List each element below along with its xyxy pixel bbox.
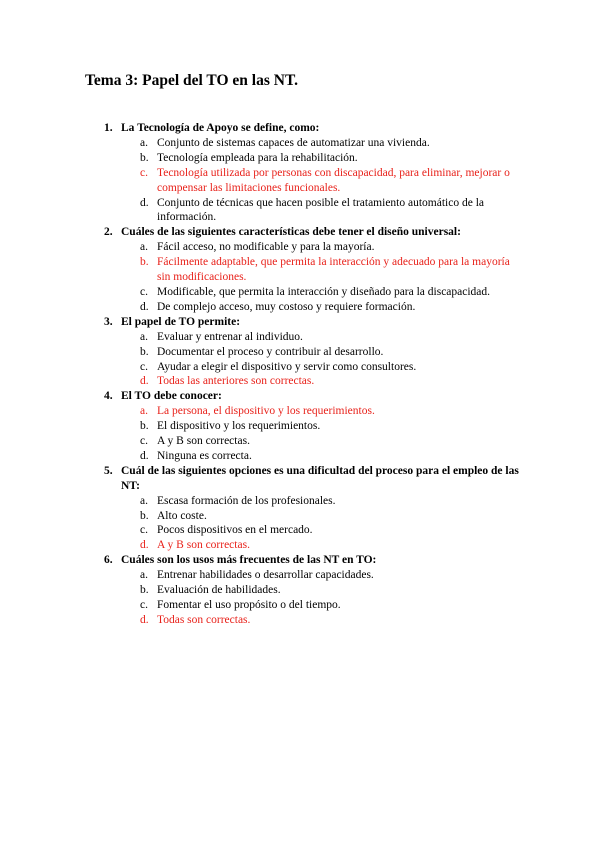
option-text: Fácilmente adaptable, que permita la interacción y adecuado para la mayoría sin modificaciones. — [157, 256, 510, 284]
question-6 — [0, 553, 600, 568]
answer-option — [0, 330, 600, 345]
option-letter: b. — [140, 584, 149, 597]
answer-option-correct — [0, 613, 600, 628]
option-letter: c. — [140, 524, 148, 537]
answer-option — [0, 568, 600, 583]
option-letter: d. — [140, 375, 149, 388]
option-text: Ninguna es correcta. — [157, 449, 252, 462]
option-text: Alto coste. — [157, 509, 207, 522]
option-text: Conjunto de sistemas capaces de automatizar una vivienda. — [157, 136, 430, 149]
question-number: 6. — [104, 554, 113, 567]
answer-option — [0, 583, 600, 598]
answer-option — [0, 419, 600, 434]
option-text: Ayudar a elegir el dispositivo y servir como consultores. — [157, 360, 417, 373]
answer-option-correct — [0, 404, 600, 419]
answer-option — [0, 360, 600, 375]
option-text: Tecnología utilizada por personas con discapacidad, para eliminar, mejorar o compensar las limitaciones funcionales. — [157, 166, 510, 194]
answer-option — [0, 598, 600, 613]
question-1 — [0, 121, 600, 136]
option-text: A y B son correctas. — [157, 539, 250, 552]
answer-option — [0, 151, 600, 166]
option-text: Documentar el proceso y contribuir al desarrollo. — [157, 345, 384, 358]
answer-option — [0, 196, 600, 226]
option-letter: a. — [140, 405, 148, 418]
option-letter: c. — [140, 435, 148, 448]
option-text: Escasa formación de los profesionales. — [157, 494, 336, 507]
option-text: Evaluar y entrenar al individuo. — [157, 330, 303, 343]
question-text: Cuáles son los usos más frecuentes de las NT en TO: — [121, 554, 377, 567]
answer-option — [0, 300, 600, 315]
question-2 — [0, 225, 600, 240]
option-text: Conjunto de técnicas que hacen posible el tratamiento automático de la información. — [157, 196, 484, 224]
question-4 — [0, 389, 600, 404]
question-number: 2. — [104, 226, 113, 239]
question-text: Cuál de las siguientes opciones es una dificultad del proceso para el empleo de las NT: — [121, 464, 519, 492]
answer-option-correct — [0, 538, 600, 553]
option-text: Todas son correctas. — [157, 613, 251, 626]
option-letter: c. — [140, 285, 148, 298]
option-letter: b. — [140, 151, 149, 164]
option-letter: d. — [140, 196, 149, 209]
question-text: La Tecnología de Apoyo se define, como: — [121, 122, 320, 134]
answer-option — [0, 345, 600, 360]
answer-option — [0, 449, 600, 464]
question-number: 4. — [104, 390, 113, 403]
question-number: 1. — [104, 122, 113, 134]
question-text: Cuáles de las siguientes características debe tener el diseño universal: — [121, 226, 461, 239]
page-title: Tema 3: Papel del TO en las NT. — [85, 72, 299, 89]
option-letter: a. — [140, 569, 148, 582]
option-letter: d. — [140, 613, 149, 626]
answer-option — [0, 136, 600, 151]
question-3 — [0, 315, 600, 330]
question-text: El TO debe conocer: — [121, 390, 222, 403]
answer-option-correct — [0, 374, 600, 389]
answer-option — [0, 509, 600, 524]
question-5 — [0, 464, 600, 494]
option-letter: d. — [140, 449, 149, 462]
answer-option — [0, 523, 600, 538]
question-number: 3. — [104, 315, 113, 328]
option-text: De complejo acceso, muy costoso y requiere formación. — [157, 300, 416, 313]
option-letter: d. — [140, 300, 149, 313]
option-letter: b. — [140, 420, 149, 433]
answer-option-correct — [0, 255, 600, 285]
option-letter: a. — [140, 136, 148, 149]
option-letter: c. — [140, 599, 148, 611]
option-text: A y B son correctas. — [157, 435, 250, 448]
option-text: La persona, el dispositivo y los requerimientos. — [157, 405, 375, 418]
option-letter: b. — [140, 256, 149, 269]
answer-option — [0, 434, 600, 449]
option-text: Entrenar habilidades o desarrollar capacidades. — [157, 569, 374, 582]
option-letter: b. — [140, 345, 149, 358]
answer-option — [0, 494, 600, 509]
option-letter: d. — [140, 539, 149, 552]
option-text: El dispositivo y los requerimientos. — [157, 420, 321, 433]
option-text: Evaluación de habilidades. — [157, 584, 281, 597]
option-letter: b. — [140, 509, 149, 522]
question-list — [0, 121, 600, 628]
option-letter: a. — [140, 330, 148, 343]
option-letter: a. — [140, 494, 148, 507]
option-letter: c. — [140, 166, 148, 179]
option-text: Fácil acceso, no modificable y para la mayoría. — [157, 241, 375, 254]
answer-option — [0, 240, 600, 255]
option-text: Pocos dispositivos en el mercado. — [157, 524, 313, 537]
option-letter: a. — [140, 241, 148, 254]
option-letter: c. — [140, 360, 148, 373]
answer-option — [0, 285, 600, 300]
question-number: 5. — [104, 464, 113, 477]
option-text: Modificable, que permita la interacción y diseñado para la discapacidad. — [157, 285, 491, 298]
option-text: Todas las anteriores son correctas. — [157, 375, 315, 388]
answer-option-correct — [0, 166, 600, 196]
option-text: Tecnología empleada para la rehabilitación. — [157, 151, 358, 164]
option-text: Fomentar el uso propósito o del tiempo. — [157, 599, 341, 611]
question-text: El papel de TO permite: — [121, 315, 241, 328]
